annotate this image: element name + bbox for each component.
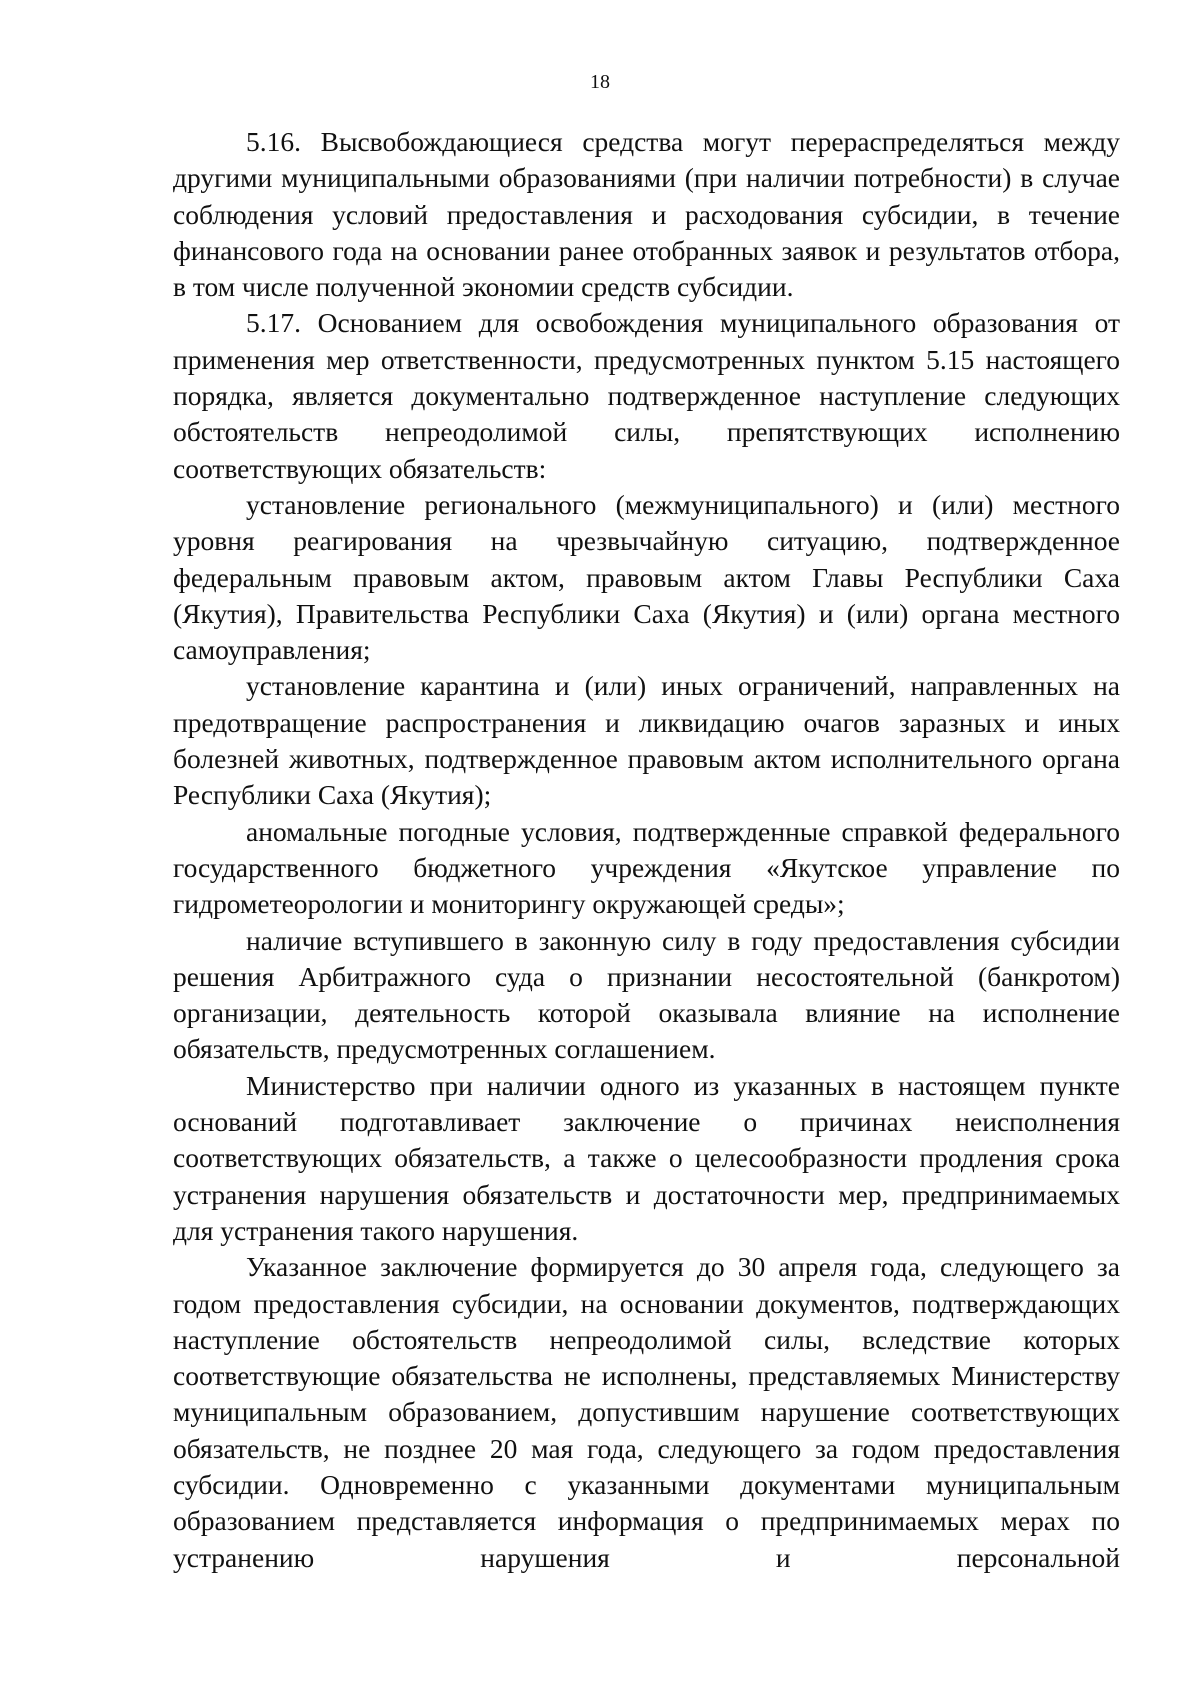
page-number: 18 xyxy=(590,71,610,93)
paragraph-emergency-response: установление регионального (межмуниципального) и (или) местного уровня реагирования на чрезвычайную ситуацию, подтвержденное федеральным правовым актом, правовым актом Главы Республики Саха (Якутия), Правительства Республики Саха (Якутия) и (или) органа местного самоуправления; xyxy=(173,488,1120,666)
document-body xyxy=(173,124,1120,1576)
paragraph-5-16: 5.16. Высвобождающиеся средства могут перераспределяться между другими муниципальными образованиями (при наличии потребности) в случае соблюдения условий предоставления и расходования субсидии, в течение финансового года на основании ранее отобранных заявок и результатов отбора, в том числе полученной экономии средств субсидии. xyxy=(173,126,1120,303)
paragraph-quarantine: установление карантина и (или) иных ограничений, направленных на предотвращение распространения и ликвидацию очагов заразных и иных болезней животных, подтвержденное правовым актом исполнительного органа Республики Саха (Якутия); xyxy=(173,670,1120,811)
paragraph-weather: аномальные погодные условия, подтвержденные справкой федерального государственного бюджетного учреждения «Якутское управление по гидрометеорологии и мониторингу окружающей среды»; xyxy=(173,815,1120,920)
paragraph-court-decision: наличие вступившего в законную силу в году предоставления субсидии решения Арбитражного суда о признании несостоятельной (банкротом) организации, деятельность которой оказывала влияние на исполнение обязательств, предусмотренных соглашением. xyxy=(173,924,1120,1065)
paragraph-5-17: 5.17. Основанием для освобождения муниципального образования от применения мер ответственности, предусмотренных пунктом 5.15 настоящего порядка, является документально подтвержденное наступление следующих обстоятельств непреодолимой силы, препятствующих исполнению соответствующих обязательств: xyxy=(173,307,1120,484)
paragraph-conclusion-deadline: Указанное заключение формируется до 30 апреля года, следующего за годом предоставления субсидии, на основании документов, подтверждающих наступление обстоятельств непреодолимой силы, вследствие которых соответствующие обязательства не исполнены, представляемых Министерству муниципальным образованием, допустившим нарушение соответствующих обязательств, не позднее 20 мая года, следующего за годом предоставления субсидии. Одновременно с указанными документами муниципальным образованием представляется информация о предпринимаемых мерах по устранению нарушения и персональной xyxy=(173,1251,1120,1573)
paragraph-ministry-conclusion: Министерство при наличии одного из указанных в настоящем пункте оснований подготавливает заключение о причинах неисполнения соответствующих обязательств, а также о целесообразности продления срока устранения нарушения обязательств и достаточности мер, предпринимаемых для устранения такого нарушения. xyxy=(173,1069,1120,1246)
